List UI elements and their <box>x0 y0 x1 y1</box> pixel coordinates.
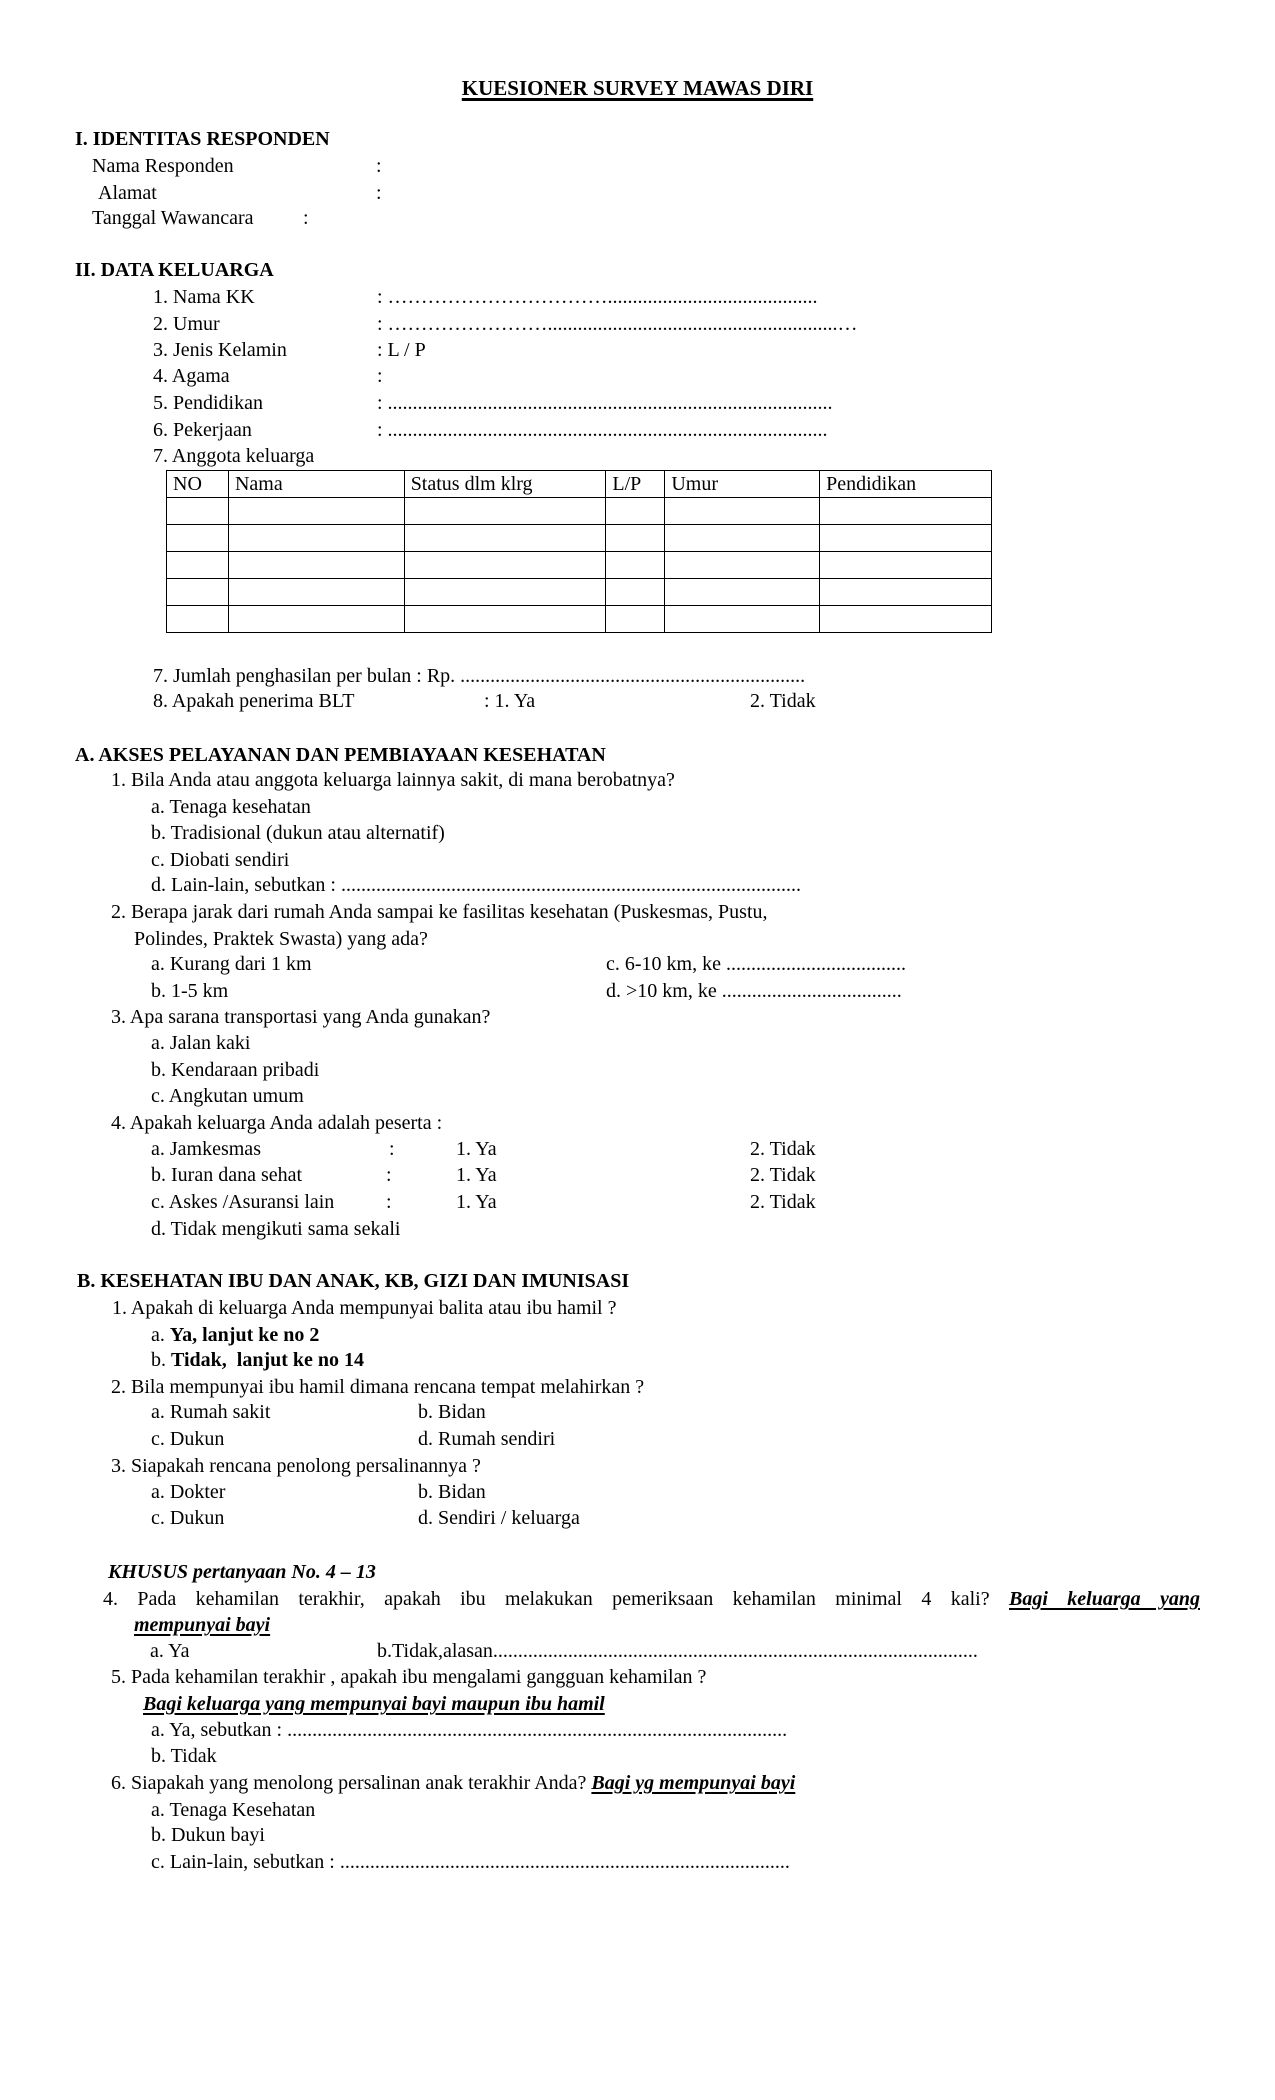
option-b1-b[interactable] <box>151 1347 364 1373</box>
table-cell[interactable] <box>404 606 606 633</box>
field-label-nama-responden: Nama Responden <box>92 155 234 177</box>
option-a1-b[interactable]: b. Tradisional (dukun atau alternatif) <box>151 822 445 844</box>
question-b6-note: Bagi yg mempunyai bayi <box>591 1772 796 1794</box>
col-header-umur: Umur <box>665 471 820 498</box>
field-label-jenis-kelamin: 3. Jenis Kelamin <box>153 339 287 361</box>
a4-row-tidak[interactable]: 2. Tidak <box>750 1164 816 1186</box>
table-cell[interactable] <box>820 498 992 525</box>
field-label-tanggal-wawancara: Tanggal Wawancara <box>92 207 254 229</box>
a4-row-sep: : <box>386 1191 392 1213</box>
a4-row-ya[interactable]: 1. Ya <box>456 1191 497 1213</box>
a4-row-label: c. Askes /Asuransi lain <box>151 1191 335 1213</box>
field-value-pendidikan[interactable]: : ......................................................................................... <box>377 392 833 414</box>
question-b6 <box>111 1770 795 1796</box>
table-cell[interactable] <box>606 552 665 579</box>
option-prefix: b. <box>151 1349 171 1371</box>
a4-row-sep: : <box>386 1164 392 1186</box>
option-b3-d[interactable]: d. Sendiri / keluarga <box>418 1507 580 1529</box>
section-b-heading: B. KESEHATAN IBU DAN ANAK, KB, GIZI DAN IMUNISASI <box>77 1270 630 1292</box>
question-b4-text: 4. Pada kehamilan terakhir, apakah ibu melakukan pemeriksaan kehamilan minimal 4 kali? <box>103 1588 990 1610</box>
table-cell[interactable] <box>606 606 665 633</box>
field-value-jenis-kelamin[interactable]: : L / P <box>377 339 426 361</box>
table-cell[interactable] <box>404 552 606 579</box>
table-row <box>167 606 992 633</box>
col-header-lp: L/P <box>606 471 665 498</box>
option-b5-a[interactable]: a. Ya, sebutkan : .................................................................................................... <box>151 1719 788 1741</box>
field-value-umur[interactable]: : ……………………..........................................................… <box>377 313 858 335</box>
table-cell[interactable] <box>606 525 665 552</box>
option-b3-b[interactable]: b. Bidan <box>418 1481 486 1503</box>
table-cell[interactable] <box>167 498 229 525</box>
table-cell[interactable] <box>228 579 404 606</box>
table-cell[interactable] <box>228 525 404 552</box>
option-b3-a[interactable]: a. Dokter <box>151 1481 226 1503</box>
field-label-agama: 4. Agama <box>153 365 230 387</box>
field-label-pekerjaan: 6. Pekerjaan <box>153 419 252 441</box>
question-b6-text: 6. Siapakah yang menolong persalinan anak terakhir Anda? <box>111 1772 592 1794</box>
field-label-pendidikan: 5. Pendidikan <box>153 392 263 414</box>
table-cell[interactable] <box>606 498 665 525</box>
question-a2-cont: Polindes, Praktek Swasta) yang ada? <box>134 928 428 950</box>
option-a3-a[interactable]: a. Jalan kaki <box>151 1032 251 1054</box>
table-cell[interactable] <box>820 552 992 579</box>
table-cell[interactable] <box>404 579 606 606</box>
table-row <box>167 525 992 552</box>
field-sep: : <box>303 207 309 229</box>
col-header-nama: Nama <box>228 471 404 498</box>
table-cell[interactable] <box>665 498 820 525</box>
option-a2-c[interactable]: c. 6-10 km, ke .................................... <box>606 953 906 975</box>
table-row <box>167 579 992 606</box>
blt-option-ya[interactable]: : 1. Ya <box>484 690 536 712</box>
option-a3-b[interactable]: b. Kendaraan pribadi <box>151 1059 320 1081</box>
option-b6-b[interactable]: b. Dukun bayi <box>151 1824 265 1846</box>
option-b6-c[interactable]: c. Lain-lain, sebutkan : .......................................................................................... <box>151 1851 790 1873</box>
option-b2-c[interactable]: c. Dukun <box>151 1428 225 1450</box>
question-b5-note: Bagi keluarga yang mempunyai bayi maupun ibu hamil <box>143 1693 605 1715</box>
field-value-nama-kk[interactable]: : …………………………….......................................... <box>377 286 818 308</box>
table-cell[interactable] <box>167 579 229 606</box>
option-b2-b[interactable]: b. Bidan <box>418 1401 486 1423</box>
table-cell[interactable] <box>820 525 992 552</box>
option-text: Tidak, lanjut ke no 14 <box>171 1349 365 1371</box>
option-a2-d[interactable]: d. >10 km, ke .................................... <box>606 980 902 1002</box>
option-a1-a[interactable]: a. Tenaga kesehatan <box>151 796 311 818</box>
option-b2-d[interactable]: d. Rumah sendiri <box>418 1428 556 1450</box>
section-a-heading: A. AKSES PELAYANAN DAN PEMBIAYAAN KESEHATAN <box>75 744 606 766</box>
table-cell[interactable] <box>228 498 404 525</box>
option-a2-a[interactable]: a. Kurang dari 1 km <box>151 953 312 975</box>
option-a3-c[interactable]: c. Angkutan umum <box>151 1085 304 1107</box>
option-b4-b[interactable]: b.Tidak,alasan................................................................................................. <box>377 1640 978 1662</box>
option-a1-d[interactable]: d. Lain-lain, sebutkan : ............................................................................................ <box>151 874 801 896</box>
blt-option-tidak[interactable]: 2. Tidak <box>750 690 816 712</box>
khusus-note: KHUSUS pertanyaan No. 4 – 13 <box>108 1561 376 1583</box>
table-cell[interactable] <box>404 498 606 525</box>
question-b4-note: Bagi keluarga yang <box>1009 1588 1201 1610</box>
table-cell[interactable] <box>167 525 229 552</box>
a4-row-ya[interactable]: 1. Ya <box>456 1164 497 1186</box>
option-b1-a[interactable] <box>151 1322 319 1348</box>
table-cell[interactable] <box>228 552 404 579</box>
a4-row-tidak[interactable]: 2. Tidak <box>750 1138 816 1160</box>
option-prefix: a. <box>151 1324 170 1346</box>
table-cell[interactable] <box>665 552 820 579</box>
question-b1: 1. Apakah di keluarga Anda mempunyai balita atau ibu hamil ? <box>112 1297 617 1319</box>
question-b4 <box>103 1586 1200 1612</box>
col-header-pendidikan: Pendidikan <box>820 471 992 498</box>
field-label-alamat: Alamat <box>98 182 157 204</box>
table-cell[interactable] <box>167 552 229 579</box>
table-header-row <box>167 471 992 498</box>
question-b5: 5. Pada kehamilan terakhir , apakah ibu mengalami gangguan kehamilan ? <box>111 1666 707 1688</box>
anggota-keluarga-table <box>166 470 992 633</box>
field-value-agama[interactable]: : <box>377 365 383 387</box>
option-text: Ya, lanjut ke no 2 <box>169 1324 320 1346</box>
col-header-status: Status dlm klrg <box>404 471 606 498</box>
option-b6-a[interactable]: a. Tenaga Kesehatan <box>151 1799 316 1821</box>
table-cell[interactable] <box>665 606 820 633</box>
option-b5-b[interactable]: b. Tidak <box>151 1745 217 1767</box>
option-b3-c[interactable]: c. Dukun <box>151 1507 225 1529</box>
field-sep: : <box>376 155 382 177</box>
table-cell[interactable] <box>665 525 820 552</box>
table-cell[interactable] <box>820 579 992 606</box>
question-a1: 1. Bila Anda atau anggota keluarga lainnya sakit, di mana berobatnya? <box>111 769 675 791</box>
field-sep: : <box>376 182 382 204</box>
option-a2-b[interactable]: b. 1-5 km <box>151 980 229 1002</box>
a4-row-label: a. Jamkesmas <box>151 1138 261 1160</box>
question-b4-note-cont: mempunyai bayi <box>134 1614 271 1636</box>
table-cell[interactable] <box>606 579 665 606</box>
question-a3: 3. Apa sarana transportasi yang Anda gunakan? <box>111 1006 491 1028</box>
field-label-umur: 2. Umur <box>153 313 220 335</box>
a4-row-tidak[interactable]: 2. Tidak <box>750 1191 816 1213</box>
question-a4: 4. Apakah keluarga Anda adalah peserta : <box>111 1112 443 1134</box>
option-a1-c[interactable]: c. Diobati sendiri <box>151 849 290 871</box>
table-row <box>167 552 992 579</box>
table-cell[interactable] <box>228 606 404 633</box>
question-a2: 2. Berapa jarak dari rumah Anda sampai ke fasilitas kesehatan (Puskesmas, Pustu, <box>111 901 768 923</box>
field-label-nama-kk: 1. Nama KK <box>153 286 255 308</box>
table-cell[interactable] <box>167 606 229 633</box>
option-a4-d[interactable]: d. Tidak mengikuti sama sekali <box>151 1218 401 1240</box>
col-header-no: NO <box>167 471 229 498</box>
question-b3: 3. Siapakah rencana penolong persalinannya ? <box>111 1455 481 1477</box>
table-row <box>167 498 992 525</box>
document-title <box>0 74 1275 102</box>
a4-row-label: b. Iuran dana sehat <box>151 1164 303 1186</box>
a4-row-ya[interactable]: 1. Ya <box>456 1138 497 1160</box>
question-b2: 2. Bila mempunyai ibu hamil dimana rencana tempat melahirkan ? <box>111 1376 645 1398</box>
anggota-keluarga-label: 7. Anggota keluarga <box>153 445 315 467</box>
penghasilan-field[interactable]: 7. Jumlah penghasilan per bulan : Rp. ..................................................................... <box>153 665 806 687</box>
table-cell[interactable] <box>820 606 992 633</box>
a4-row-sep: : <box>389 1138 395 1160</box>
blt-question: 8. Apakah penerima BLT <box>153 690 355 712</box>
table-cell[interactable] <box>404 525 606 552</box>
option-b4-a[interactable]: a. Ya <box>150 1640 190 1662</box>
field-value-pekerjaan[interactable]: : ........................................................................................ <box>377 419 828 441</box>
table-cell[interactable] <box>665 579 820 606</box>
section-identitas-heading: I. IDENTITAS RESPONDEN <box>75 128 330 150</box>
option-b2-a[interactable]: a. Rumah sakit <box>151 1401 271 1423</box>
document-title-text: KUESIONER SURVEY MAWAS DIRI <box>461 76 814 100</box>
section-keluarga-heading: II. DATA KELUARGA <box>75 259 274 281</box>
